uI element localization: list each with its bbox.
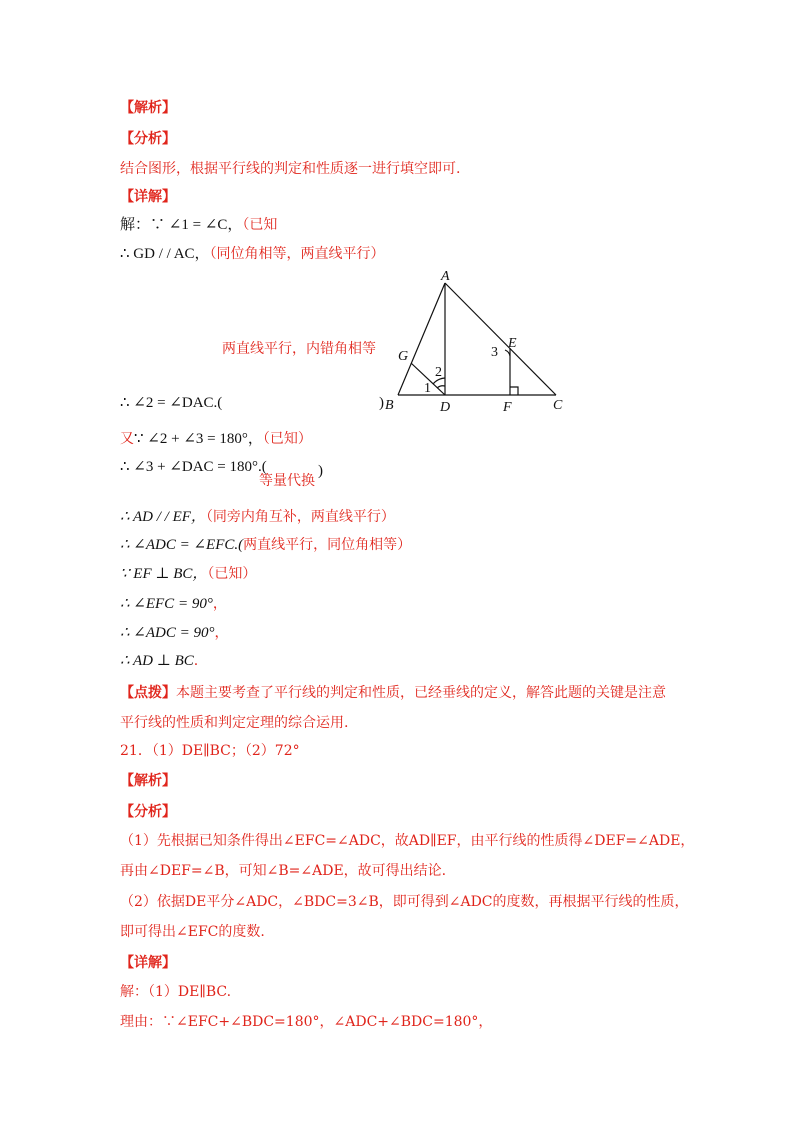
- triangle-diagram: [382, 268, 572, 416]
- section-xiangjie: 【详解】: [120, 189, 176, 205]
- proof-line-8-math: ∵ EF ⊥ BC，: [120, 566, 208, 582]
- section-xiangjie-2: 【详解】: [120, 955, 176, 971]
- side-ac: [445, 283, 556, 395]
- label-f: F: [503, 400, 512, 415]
- label-angle-1: 1: [424, 381, 431, 396]
- proof-line-8: [120, 565, 256, 583]
- proof-line-3-close: ): [379, 395, 384, 411]
- proof-line-6: [120, 508, 395, 526]
- proof-line-6-reason: （同旁内角互补，两直线平行）: [205, 509, 395, 525]
- label-b: B: [385, 398, 394, 413]
- proof-line-7: [120, 536, 411, 554]
- proof-line-6-math: ∴ AD / / EF，: [120, 509, 206, 525]
- proof-line-1-reason: （已知: [242, 217, 278, 233]
- proof-line-1-math: 解：∵ ∠1 = ∠C，: [120, 217, 243, 233]
- angle-1-arc: [437, 386, 445, 388]
- proof-line-3: [120, 394, 222, 412]
- proof-line-4: [120, 430, 312, 448]
- triangle-figure: [382, 268, 572, 420]
- dianbo-text-2: 平行线的性质和判定定理的综合运用.: [120, 715, 349, 731]
- label-angle-2: 2: [435, 365, 442, 380]
- proof-line-5: [120, 458, 267, 476]
- analysis-2-line-3: （2）依据DE平分∠ADC，∠BDC=3∠B，即可得到∠ADC的度数，再根据平行线的性质，: [120, 894, 689, 910]
- proof-line-1: [120, 216, 277, 234]
- proof-line-10-punct: ，: [214, 625, 229, 641]
- proof-line-7-reason: 两直线平行，同位角相等）: [243, 537, 412, 553]
- proof-line-9: [120, 595, 227, 613]
- section-fenxi-2: 【分析】: [120, 804, 176, 820]
- dianbo-line-1: [120, 684, 666, 702]
- proof-line-10-math: ∴ ∠ADC = 90°: [120, 625, 215, 641]
- analysis-2-line-2: 再由∠DEF=∠B，可知∠B=∠ADE，故可得出结论.: [120, 863, 447, 879]
- proof-line-4-reason: （已知）: [262, 431, 312, 447]
- section-dianbo: 【点拨】: [120, 685, 176, 701]
- section-jiexi-2: 【解析】: [120, 773, 176, 789]
- dianbo-text-1: 本题主要考查了平行线的判定和性质，已经垂线的定义，解答此题的关键是注意: [176, 685, 666, 701]
- solution-2-reason: 理由：∵∠EFC+∠BDC=180°，∠ADC+∠BDC=180°，: [120, 1014, 493, 1030]
- analysis-2-line-4: 即可得出∠EFC的度数.: [120, 924, 265, 940]
- section-jiexi: 【解析】: [120, 100, 176, 116]
- proof-line-2-reason: （同位角相等，两直线平行）: [209, 246, 385, 262]
- proof-line-2: [120, 245, 385, 263]
- proof-line-11-math: ∴ AD ⊥ BC: [120, 653, 194, 669]
- label-a: A: [441, 269, 450, 284]
- label-angle-3: 3: [491, 345, 498, 360]
- question-21-answer: 21．（1）DE∥BC；（2）72°: [120, 743, 300, 759]
- proof-line-4-you: 又: [120, 431, 134, 447]
- label-c: C: [553, 398, 563, 413]
- proof-line-5-math: ∴ ∠3 + ∠DAC = 180°.(: [120, 459, 267, 475]
- proof-line-8-reason: （已知）: [207, 566, 257, 582]
- fill-reason-alternate-angles: 两直线平行，内错角相等: [222, 341, 376, 357]
- analysis-2-line-1: （1）先根据已知条件得出∠EFC=∠ADC，故AD∥EF，由平行线的性质得∠DEF=∠ADE，: [120, 833, 695, 849]
- analysis-text: 结合图形，根据平行线的判定和性质逐一进行填空即可.: [120, 161, 461, 177]
- proof-line-9-punct: ，: [212, 596, 227, 612]
- proof-line-10: [120, 624, 228, 642]
- proof-line-11: [120, 652, 198, 670]
- label-e: E: [508, 336, 517, 351]
- label-g: G: [398, 349, 409, 364]
- proof-line-5-close: ): [318, 463, 323, 479]
- fill-reason-substitution: 等量代换: [259, 473, 315, 489]
- right-angle-mark: [510, 387, 518, 395]
- proof-line-11-punct: .: [193, 653, 199, 669]
- proof-line-4-math: ∵ ∠2 + ∠3 = 180°，: [134, 431, 263, 447]
- section-fenxi: 【分析】: [120, 131, 176, 147]
- label-d: D: [440, 400, 451, 415]
- proof-line-3-math: ∴ ∠2 = ∠DAC.(: [120, 395, 223, 411]
- solution-2-line-1: 解：（1）DE∥BC.: [120, 984, 232, 1000]
- proof-line-2-math: ∴ GD / / AC，: [120, 246, 210, 262]
- proof-line-9-math: ∴ ∠EFC = 90°: [120, 596, 213, 612]
- proof-line-7-math: ∴ ∠ADC = ∠EFC.(: [120, 537, 244, 553]
